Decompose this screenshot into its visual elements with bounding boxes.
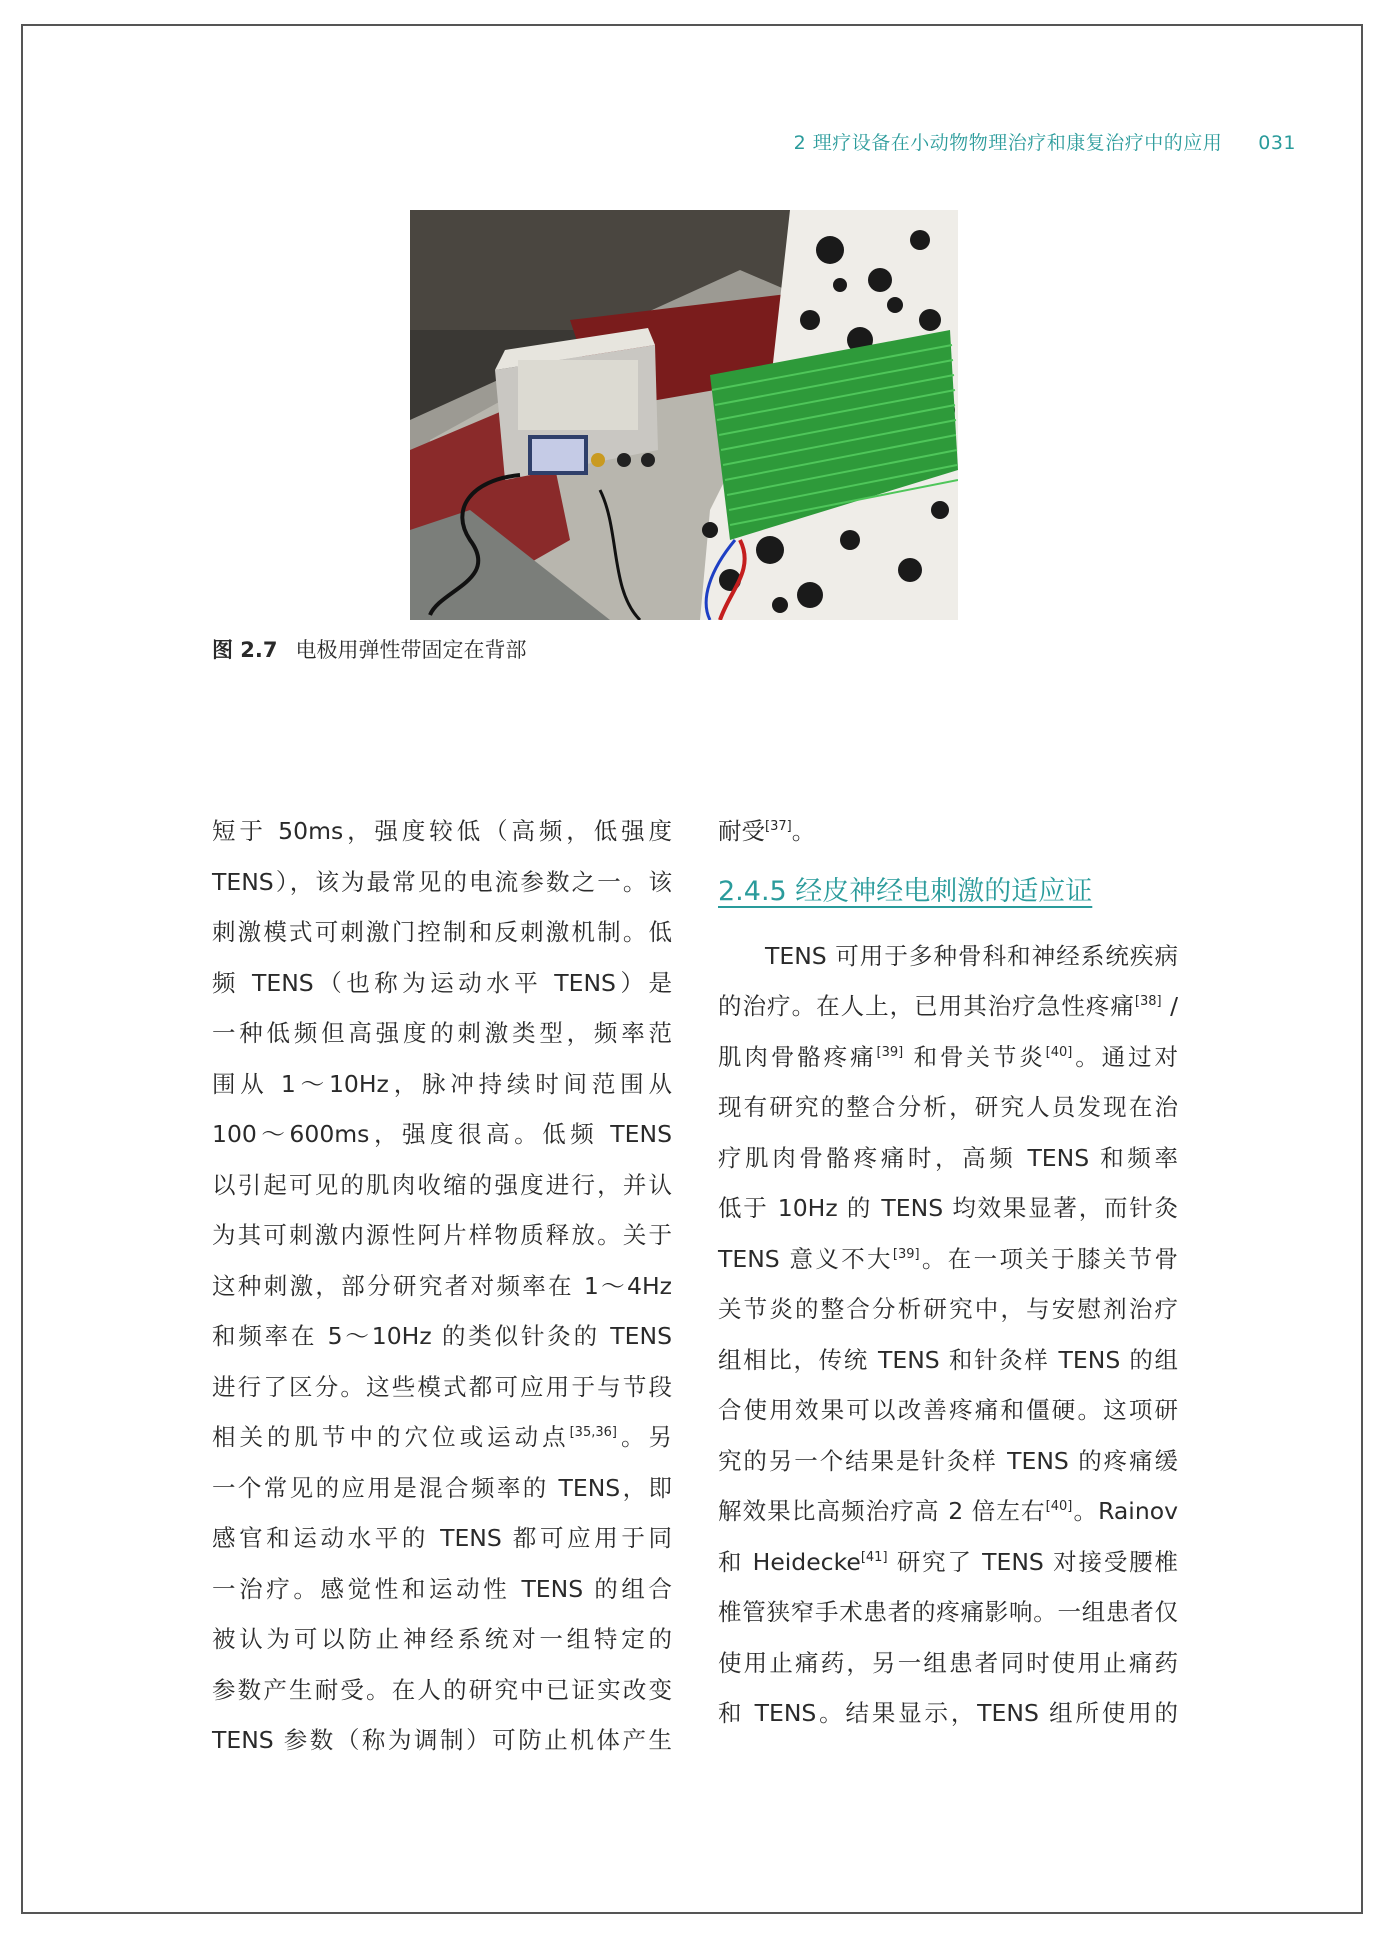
text-fragment: 和 Heidecke [718, 1547, 861, 1576]
citation[interactable]: [39] [876, 1044, 904, 1060]
text-line [212, 1412, 672, 1463]
text-line: 刺激模式可刺激门控制和反刺激机制。低 [212, 918, 672, 946]
page-number: 031 [1258, 132, 1296, 154]
text-line: 100～600ms，强度很高。低频 TENS [212, 1120, 672, 1148]
text-fragment: 耐受 [718, 817, 765, 845]
text-line: 使用止痛药，另一组患者同时使用止痛药 [718, 1648, 1178, 1677]
text-line: TENS 可用于多种骨科和神经系统疾病 [765, 941, 1178, 970]
figure-photo [410, 210, 958, 620]
text-line: 这种刺激，部分研究者对频率在 1～4Hz [212, 1271, 672, 1300]
text-line: 关节炎的整合分析研究中，与安慰剂治疗 [718, 1295, 1178, 1323]
figure-caption [212, 634, 527, 664]
figure-label: 图 2.7 [212, 638, 278, 662]
right-column [718, 806, 1178, 1739]
text-line [718, 1032, 1178, 1083]
text-fragment: 解效果比高频治疗高 2 倍左右 [718, 1497, 1046, 1525]
text-line [718, 1234, 1178, 1285]
text-fragment: 相关的肌节中的穴位或运动点 [212, 1423, 570, 1451]
page-frame-top [21, 24, 1363, 26]
chapter-title: 2 理疗设备在小动物物理治疗和康复治疗中的应用 [793, 132, 1223, 154]
text-line: 频 TENS（也称为运动水平 TENS）是 [212, 968, 672, 997]
citation[interactable]: [39] [892, 1246, 920, 1262]
text-line: 低于 10Hz 的 TENS 均效果显著，而针灸 [718, 1194, 1178, 1222]
text-line: 究的另一个结果是针灸样 TENS 的疼痛缓 [718, 1446, 1178, 1475]
citation[interactable]: [37] [765, 819, 792, 835]
citation[interactable]: [35,36] [569, 1425, 617, 1441]
text-line: 和 TENS。结果显示，TENS 组所使用的 [718, 1699, 1178, 1727]
running-head [794, 128, 1296, 155]
text-line [718, 1537, 1178, 1588]
dog-tens-photo [410, 210, 958, 620]
text-fragment: 的治疗。在人上，已用其治疗急性疼痛 [718, 992, 1135, 1020]
page-frame-bottom [21, 1912, 1363, 1914]
text-line [718, 1486, 1178, 1537]
text-fragment: 。Rainov [1072, 1497, 1178, 1525]
text-line: 疗肌肉骨骼疼痛时，高频 TENS 和频率 [718, 1143, 1178, 1172]
text-line: 合使用效果可以改善疼痛和僵硬。这项研 [718, 1396, 1178, 1424]
text-line: 椎管狭窄手术患者的疼痛影响。一组患者仅 [718, 1598, 1178, 1626]
text-line: 一种低频但高强度的刺激类型，频率范 [212, 1019, 672, 1047]
text-fragment: 。 [791, 817, 816, 845]
text-line: 一治疗。感觉性和运动性 TENS 的组合 [212, 1574, 672, 1603]
text-line: TENS），该为最常见的电流参数之一。该 [212, 867, 672, 896]
text-fragment: / [1161, 992, 1179, 1020]
text-line: 短于 50ms，强度较低（高频，低强度 [212, 817, 672, 845]
citation[interactable]: [40] [1045, 1499, 1073, 1515]
figure-caption-text: 电极用弹性带固定在背部 [295, 638, 527, 662]
text-line: 现有研究的整合分析，研究人员发现在治 [718, 1093, 1178, 1121]
text-line: 进行了区分。这些模式都可应用于与节段 [212, 1372, 672, 1401]
text-fragment: 。另 [616, 1423, 673, 1451]
text-line: 以引起可见的肌肉收缩的强度进行，并认 [212, 1170, 672, 1199]
page-frame-right [1361, 24, 1363, 1914]
text-line: 为其可刺激内源性阿片样物质释放。关于 [212, 1221, 672, 1249]
text-line: 感官和运动水平的 TENS 都可应用于同 [212, 1524, 672, 1552]
left-column [212, 806, 672, 1766]
text-line [718, 981, 1178, 1032]
text-line: 组相比，传统 TENS 和针灸样 TENS 的组 [718, 1345, 1178, 1374]
citation[interactable]: [38] [1134, 994, 1162, 1010]
text-fragment: TENS 意义不大 [718, 1244, 893, 1273]
text-line: 被认为可以防止神经系统对一组特定的 [212, 1625, 672, 1653]
text-line: 参数产生耐受。在人的研究中已证实改变 [212, 1675, 672, 1704]
text-fragment: 肌肉骨骼疼痛 [718, 1042, 877, 1071]
text-line: 围从 1～10Hz，脉冲持续时间范围从 [212, 1069, 672, 1098]
page-frame-left [21, 24, 23, 1914]
text-line: TENS 参数（称为调制）可防止机体产生 [212, 1726, 672, 1754]
citation[interactable]: [40] [1045, 1044, 1073, 1060]
text-line: 和频率在 5～10Hz 的类似针灸的 TENS [212, 1322, 672, 1350]
text-fragment: 。在一项关于膝关节骨 [919, 1244, 1179, 1273]
text-line: 一个常见的应用是混合频率的 TENS，即 [212, 1473, 672, 1502]
citation[interactable]: [41] [860, 1549, 888, 1565]
text-fragment: 研究了 TENS 对接受腰椎 [887, 1547, 1178, 1576]
section-heading: 2.4.5 经皮神经电刺激的适应证 [718, 875, 1093, 907]
text-fragment: 和骨关节炎 [903, 1042, 1046, 1071]
text-line [718, 806, 1178, 857]
text-fragment: 。通过对 [1072, 1042, 1179, 1071]
